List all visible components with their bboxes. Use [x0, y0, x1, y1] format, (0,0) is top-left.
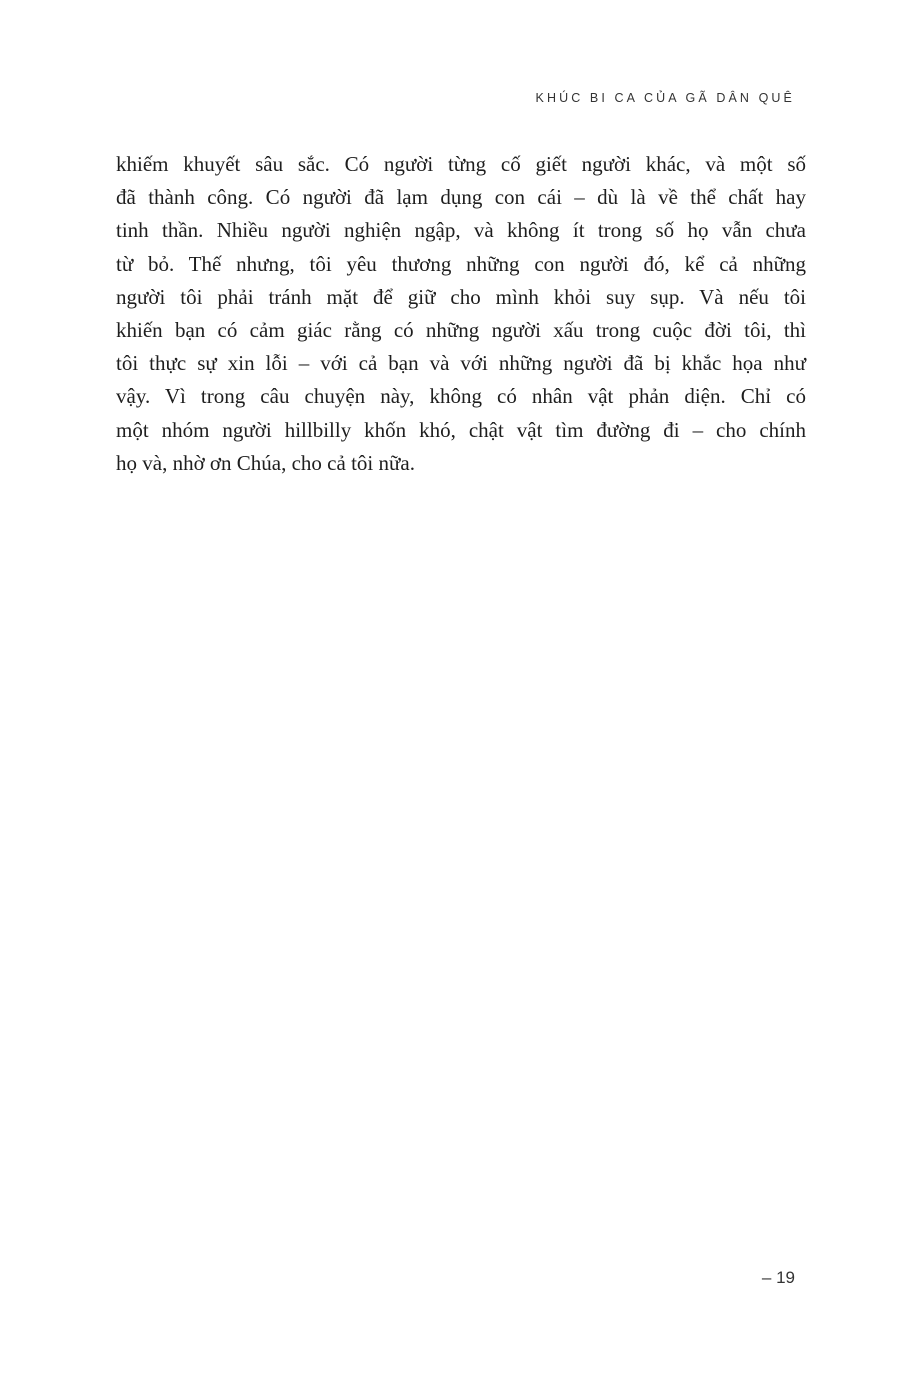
- text-line: một nhóm người hillbilly khốn khó, chật vật tìm đường đi – cho chính: [116, 417, 806, 442]
- page-number: – 19: [761, 1268, 795, 1287]
- text-line: từ bỏ. Thế nhưng, tôi yêu thương những con người đó, kể cả những: [116, 251, 806, 276]
- text-line: vậy. Vì trong câu chuyện này, không có nhân vật phản diện. Chỉ có: [116, 384, 806, 409]
- text-line: khiếm khuyết sâu sắc. Có người từng cố giết người khác, và một số: [116, 152, 806, 176]
- text-line: đã thành công. Có người đã lạm dụng con cái – dù là về thể chất hay: [116, 185, 806, 210]
- running-header: KHÚC BI CA CỦA GÃ DÂN QUÊ: [535, 91, 795, 105]
- text-line: họ và, nhờ ơn Chúa, cho cả tôi nữa.: [116, 450, 415, 475]
- text-line: tôi thực sự xin lỗi – với cả bạn và với những người đã bị khắc họa như: [116, 351, 806, 376]
- text-line: khiến bạn có cảm giác rằng có những người xấu trong cuộc đời tôi, thì: [116, 318, 806, 343]
- text-line: tinh thần. Nhiều người nghiện ngập, và không ít trong số họ vẫn chưa: [116, 218, 806, 243]
- body-paragraph: [116, 148, 806, 480]
- text-line: người tôi phải tránh mặt để giữ cho mình khỏi suy sụp. Và nếu tôi: [116, 284, 806, 309]
